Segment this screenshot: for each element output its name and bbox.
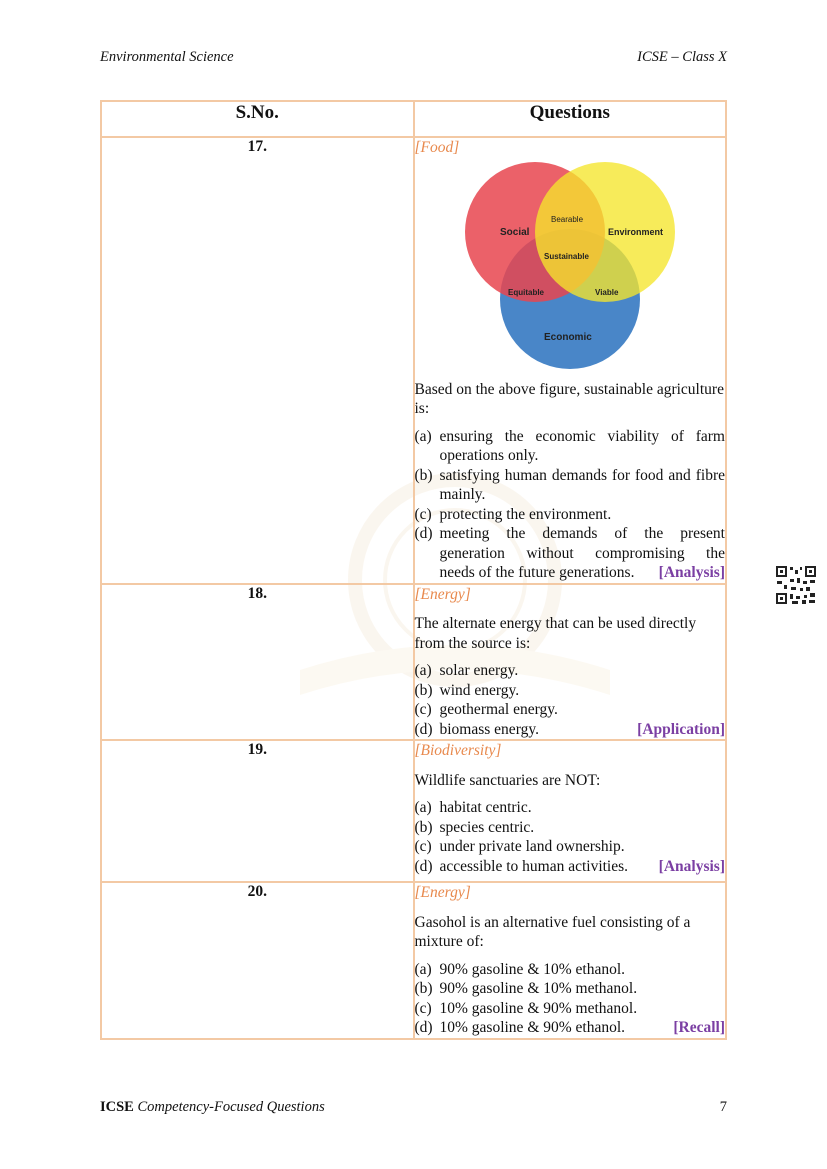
footer-title xyxy=(100,1099,325,1116)
running-header-subject: Environmental Science xyxy=(100,49,234,65)
option-label: (b) xyxy=(414,980,433,997)
option-label: (c) xyxy=(414,999,432,1017)
question-stem: The alternate energy that can be used directly from the source is: xyxy=(414,615,697,652)
option-d xyxy=(415,720,726,740)
option-text: protecting the environment. xyxy=(439,505,612,523)
cognitive-level-tag: [Analysis] xyxy=(658,857,725,875)
option-label: (d) xyxy=(414,525,433,542)
option-text: wind energy. xyxy=(439,681,520,699)
option-c xyxy=(415,505,726,525)
option-text: under private land ownership. xyxy=(439,838,625,855)
question-row xyxy=(101,137,726,584)
option-text: 10% gasoline & 90% methanol. xyxy=(439,999,638,1017)
option-text: species centric. xyxy=(439,818,535,836)
venn-label-equitable: Equitable xyxy=(507,287,544,297)
qr-code-icon xyxy=(775,565,817,605)
question-number: 18. xyxy=(101,584,414,741)
venn-label-environment: Environment xyxy=(607,226,663,237)
column-header-sno: S.No. xyxy=(101,101,414,137)
question-row xyxy=(101,882,726,1039)
option-a xyxy=(415,427,726,466)
footer-brand: ICSE xyxy=(100,1099,134,1115)
question-cell xyxy=(414,584,727,741)
question-topic: [Energy] xyxy=(414,585,471,603)
column-header-questions: Questions xyxy=(414,101,727,137)
option-label: (a) xyxy=(414,427,432,445)
question-row xyxy=(101,584,726,741)
option-label: (d) xyxy=(414,857,433,875)
option-d xyxy=(415,1018,726,1038)
page-number: 7 xyxy=(719,1099,727,1115)
option-c xyxy=(415,999,726,1019)
option-text-continued: needs of the future generations. xyxy=(439,564,635,581)
option-text: satisfying human demands for food and fibre mainly. xyxy=(439,466,725,503)
option-c xyxy=(415,700,726,720)
option-text: biomass energy. [Application] xyxy=(439,720,725,738)
option-label: (b) xyxy=(414,818,433,836)
venn-label-social: Social xyxy=(499,226,530,238)
option-d xyxy=(415,857,726,877)
running-header-class: ICSE – Class X xyxy=(637,49,727,65)
option-text: 90% gasoline & 10% methanol. xyxy=(439,980,638,997)
venn-label-economic: Economic xyxy=(543,331,592,343)
option-label: (c) xyxy=(414,838,432,855)
option-text: 10% gasoline & 90% ethanol. [Recall] xyxy=(439,1019,725,1036)
question-cell xyxy=(414,882,727,1039)
question-topic: [Energy] xyxy=(414,884,471,901)
sustainability-venn-diagram xyxy=(415,162,726,370)
option-text: geothermal energy. xyxy=(439,701,558,718)
venn-label-sustainable: Sustainable xyxy=(543,251,589,261)
option-a xyxy=(415,661,726,681)
question-topic: [Biodiversity] xyxy=(414,742,502,759)
cognitive-level-tag: [Recall] xyxy=(673,1019,725,1036)
question-cell xyxy=(414,137,727,584)
option-label: (a) xyxy=(414,960,432,978)
option-c xyxy=(415,837,726,857)
option-list xyxy=(415,960,726,1038)
option-label: (a) xyxy=(414,662,432,679)
option-b xyxy=(415,979,726,999)
question-cell xyxy=(414,740,727,882)
option-text: accessible to human activities. [Analysis] xyxy=(439,857,725,875)
option-label: (d) xyxy=(414,1019,433,1036)
option-list xyxy=(415,661,726,739)
question-number: 20. xyxy=(101,882,414,1039)
questions-table xyxy=(100,100,727,1040)
question-number: 19. xyxy=(101,740,414,882)
option-text: solar energy. xyxy=(439,662,519,679)
option-label: (b) xyxy=(414,681,433,699)
option-label: (c) xyxy=(414,505,432,523)
cognitive-level-tag: [Analysis] xyxy=(658,564,725,581)
option-label: (d) xyxy=(414,720,433,738)
option-text: ensuring the economic viability of farm operations only. xyxy=(439,427,725,464)
option-d xyxy=(415,524,726,563)
option-b xyxy=(415,466,726,505)
venn-label-viable: Viable xyxy=(594,287,619,297)
option-label: (b) xyxy=(414,466,433,484)
option-list xyxy=(415,427,726,583)
cognitive-level-tag: [Application] xyxy=(637,720,725,738)
option-a xyxy=(415,960,726,980)
question-stem: Gasohol is an alternative fuel consisting of a mixture of: xyxy=(414,913,691,950)
table-header-row xyxy=(101,101,726,137)
option-b xyxy=(415,818,726,838)
question-stem: Based on the above figure, sustainable agriculture is: xyxy=(414,380,724,417)
footer-subtitle: Competency-Focused Questions xyxy=(137,1099,325,1115)
option-list xyxy=(415,798,726,876)
option-label: (a) xyxy=(414,799,432,816)
option-label: (c) xyxy=(414,701,432,718)
option-text: habitat centric. xyxy=(439,799,532,816)
venn-label-bearable: Bearable xyxy=(550,214,583,224)
option-a xyxy=(415,798,726,818)
question-stem: Wildlife sanctuaries are NOT: xyxy=(414,771,601,789)
option-text: meeting the demands of the present generation without compromising the xyxy=(439,525,725,562)
question-topic: [Food] xyxy=(414,139,460,156)
question-row xyxy=(101,740,726,882)
option-b xyxy=(415,681,726,701)
question-number: 17. xyxy=(101,137,414,584)
option-text: 90% gasoline & 10% ethanol. xyxy=(439,960,626,978)
